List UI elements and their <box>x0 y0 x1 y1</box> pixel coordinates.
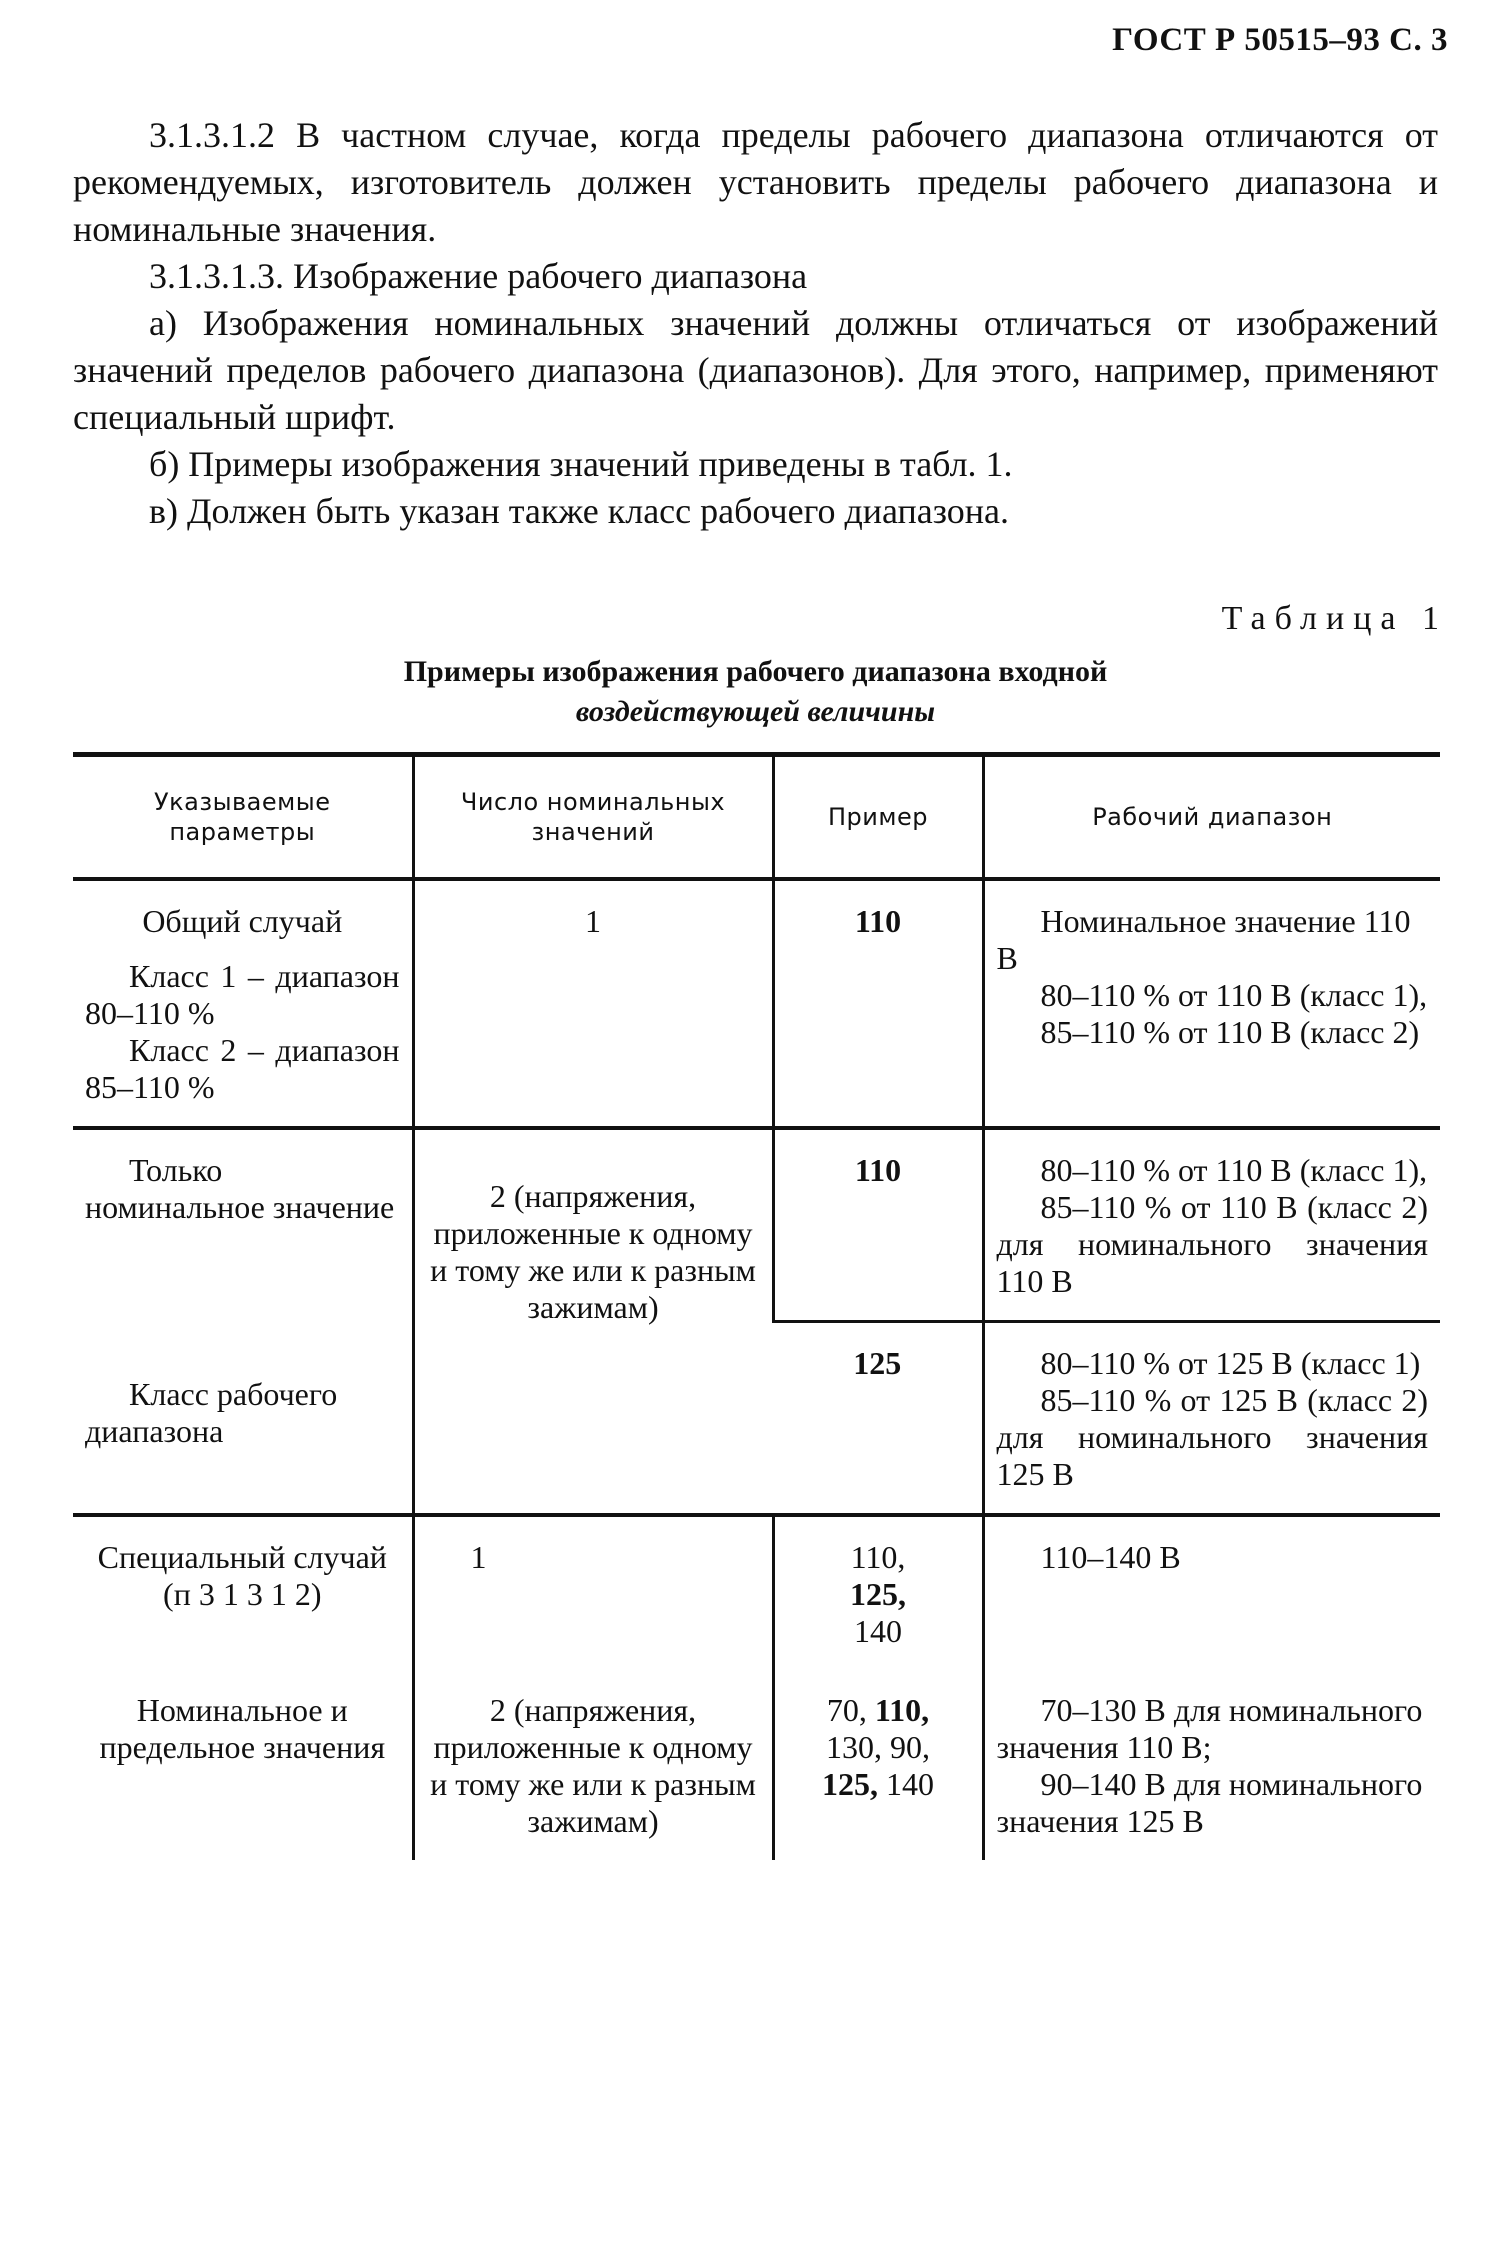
table-title <box>73 652 1438 732</box>
range-text: 80–110 % от 125 В (класс 1) <box>1040 1345 1421 1381</box>
cell-parameters <box>73 1515 413 1670</box>
header-nominal-count: Число номинальных значений <box>413 755 773 880</box>
table-row <box>73 1670 1440 1860</box>
param-text: Класс рабочего диапазона <box>85 1376 338 1449</box>
example-value: 110, <box>850 1539 906 1575</box>
page-header: ГОСТ Р 50515–93 С. 3 <box>1112 22 1448 58</box>
example-value: 140 <box>878 1766 934 1802</box>
table-row <box>73 1128 1440 1322</box>
range-text: 90–140 В для номинального значения 125 В <box>996 1766 1423 1839</box>
paragraph-item-a: а) Изображения номинальных значений должны отличаться от изображений значений пределов рабочего диапазона (диапазонов). Для этого, например, применяют специальный шрифт. <box>73 303 1438 437</box>
cell-example: 110 <box>773 879 983 1128</box>
example-line <box>787 1766 970 1803</box>
param-text: Класс 1 – диапазон 80–110 % <box>85 958 400 1031</box>
range-text: 70–130 В для номинального значения 110 В; <box>996 1692 1423 1765</box>
header-working-range: Рабочий диапазон <box>983 755 1440 880</box>
table-title-line-2: воздействующей величины <box>575 695 936 728</box>
example-value: 130, 90, <box>826 1729 930 1765</box>
paragraph-item-b: б) Примеры изображения значений приведены в табл. 1. <box>149 444 1013 484</box>
table-row <box>73 879 1440 1128</box>
cell-example <box>773 1515 983 1670</box>
range-text: 110–140 В <box>1040 1539 1181 1575</box>
cell-working-range <box>983 1128 1440 1322</box>
cell-working-range <box>983 879 1440 1128</box>
cell-example <box>773 1670 983 1860</box>
cell-parameters <box>73 879 413 1128</box>
param-text: Только номинальное значение <box>85 1152 395 1225</box>
range-text: Номинальное значение 110 В <box>996 903 1411 976</box>
paragraph-3-1-3-1-2: 3.1.3.1.2 В частном случае, когда пределы рабочего диапазона отличаются от рекомендуемых, изготовитель должен установить пределы рабочего диапазона и номинальные значения. <box>73 115 1438 249</box>
example-line <box>787 1692 970 1729</box>
examples-table <box>73 752 1440 1860</box>
count-text: 2 (напряжения, приложенные к одному и тому же или к разным зажимам) <box>430 1692 756 1839</box>
cell-parameters <box>73 1128 413 1515</box>
header-parameters: Указываемые параметры <box>73 755 413 880</box>
range-text: 85–110 % от 110 В (класс 2) <box>1040 1014 1420 1050</box>
cell-working-range <box>983 1322 1440 1516</box>
cell-example: 110 <box>773 1128 983 1322</box>
table-title-line-1: Примеры изображения рабочего диапазона входной <box>403 655 1108 688</box>
example-value: 70, <box>826 1692 875 1728</box>
cell-nominal-count <box>413 1128 773 1515</box>
param-text: Специальный случай (п 3 1 3 1 2) <box>97 1539 387 1612</box>
example-value-nominal: 110, <box>874 1692 930 1728</box>
range-text: 85–110 % от 125 В (класс 2) для номинального значения 125 В <box>996 1382 1428 1492</box>
example-value-nominal: 125, <box>850 1576 906 1612</box>
range-text: 85–110 % от 110 В (класс 2) для номинального значения 110 В <box>996 1189 1428 1299</box>
paragraph-3-1-3-1-3: 3.1.3.1.3. Изображение рабочего диапазона <box>149 256 808 296</box>
cell-nominal-count: 1 <box>413 879 773 1128</box>
example-value-nominal: 125, <box>822 1766 878 1802</box>
count-text: 1 <box>470 1539 487 1575</box>
example-value: 140 <box>854 1613 902 1649</box>
cell-parameters <box>73 1670 413 1860</box>
paragraph-item-v: в) Должен быть указан также класс рабочего диапазона. <box>149 491 1010 531</box>
range-text: 80–110 % от 110 В (класс 1), <box>1040 977 1428 1013</box>
cell-example: 125 <box>773 1322 983 1516</box>
cell-nominal-count <box>413 1515 773 1670</box>
param-text: Общий случай <box>142 903 343 939</box>
table-header-row <box>73 755 1440 880</box>
table-row <box>73 1515 1440 1670</box>
cell-nominal-count <box>413 1670 773 1860</box>
param-text: Класс 2 – диапазон 85–110 % <box>85 1032 400 1105</box>
body-text <box>73 112 1438 535</box>
range-text: 80–110 % от 110 В (класс 1), <box>1040 1152 1428 1188</box>
param-text: Номинальное и предельное значения <box>99 1692 386 1765</box>
count-text: 2 (напряжения, приложенные к одному и тому же или к разным зажимам) <box>430 1178 756 1325</box>
header-example: Пример <box>773 755 983 880</box>
table-caption: Таблица 1 <box>1221 600 1448 637</box>
cell-working-range <box>983 1670 1440 1860</box>
cell-working-range <box>983 1515 1440 1670</box>
